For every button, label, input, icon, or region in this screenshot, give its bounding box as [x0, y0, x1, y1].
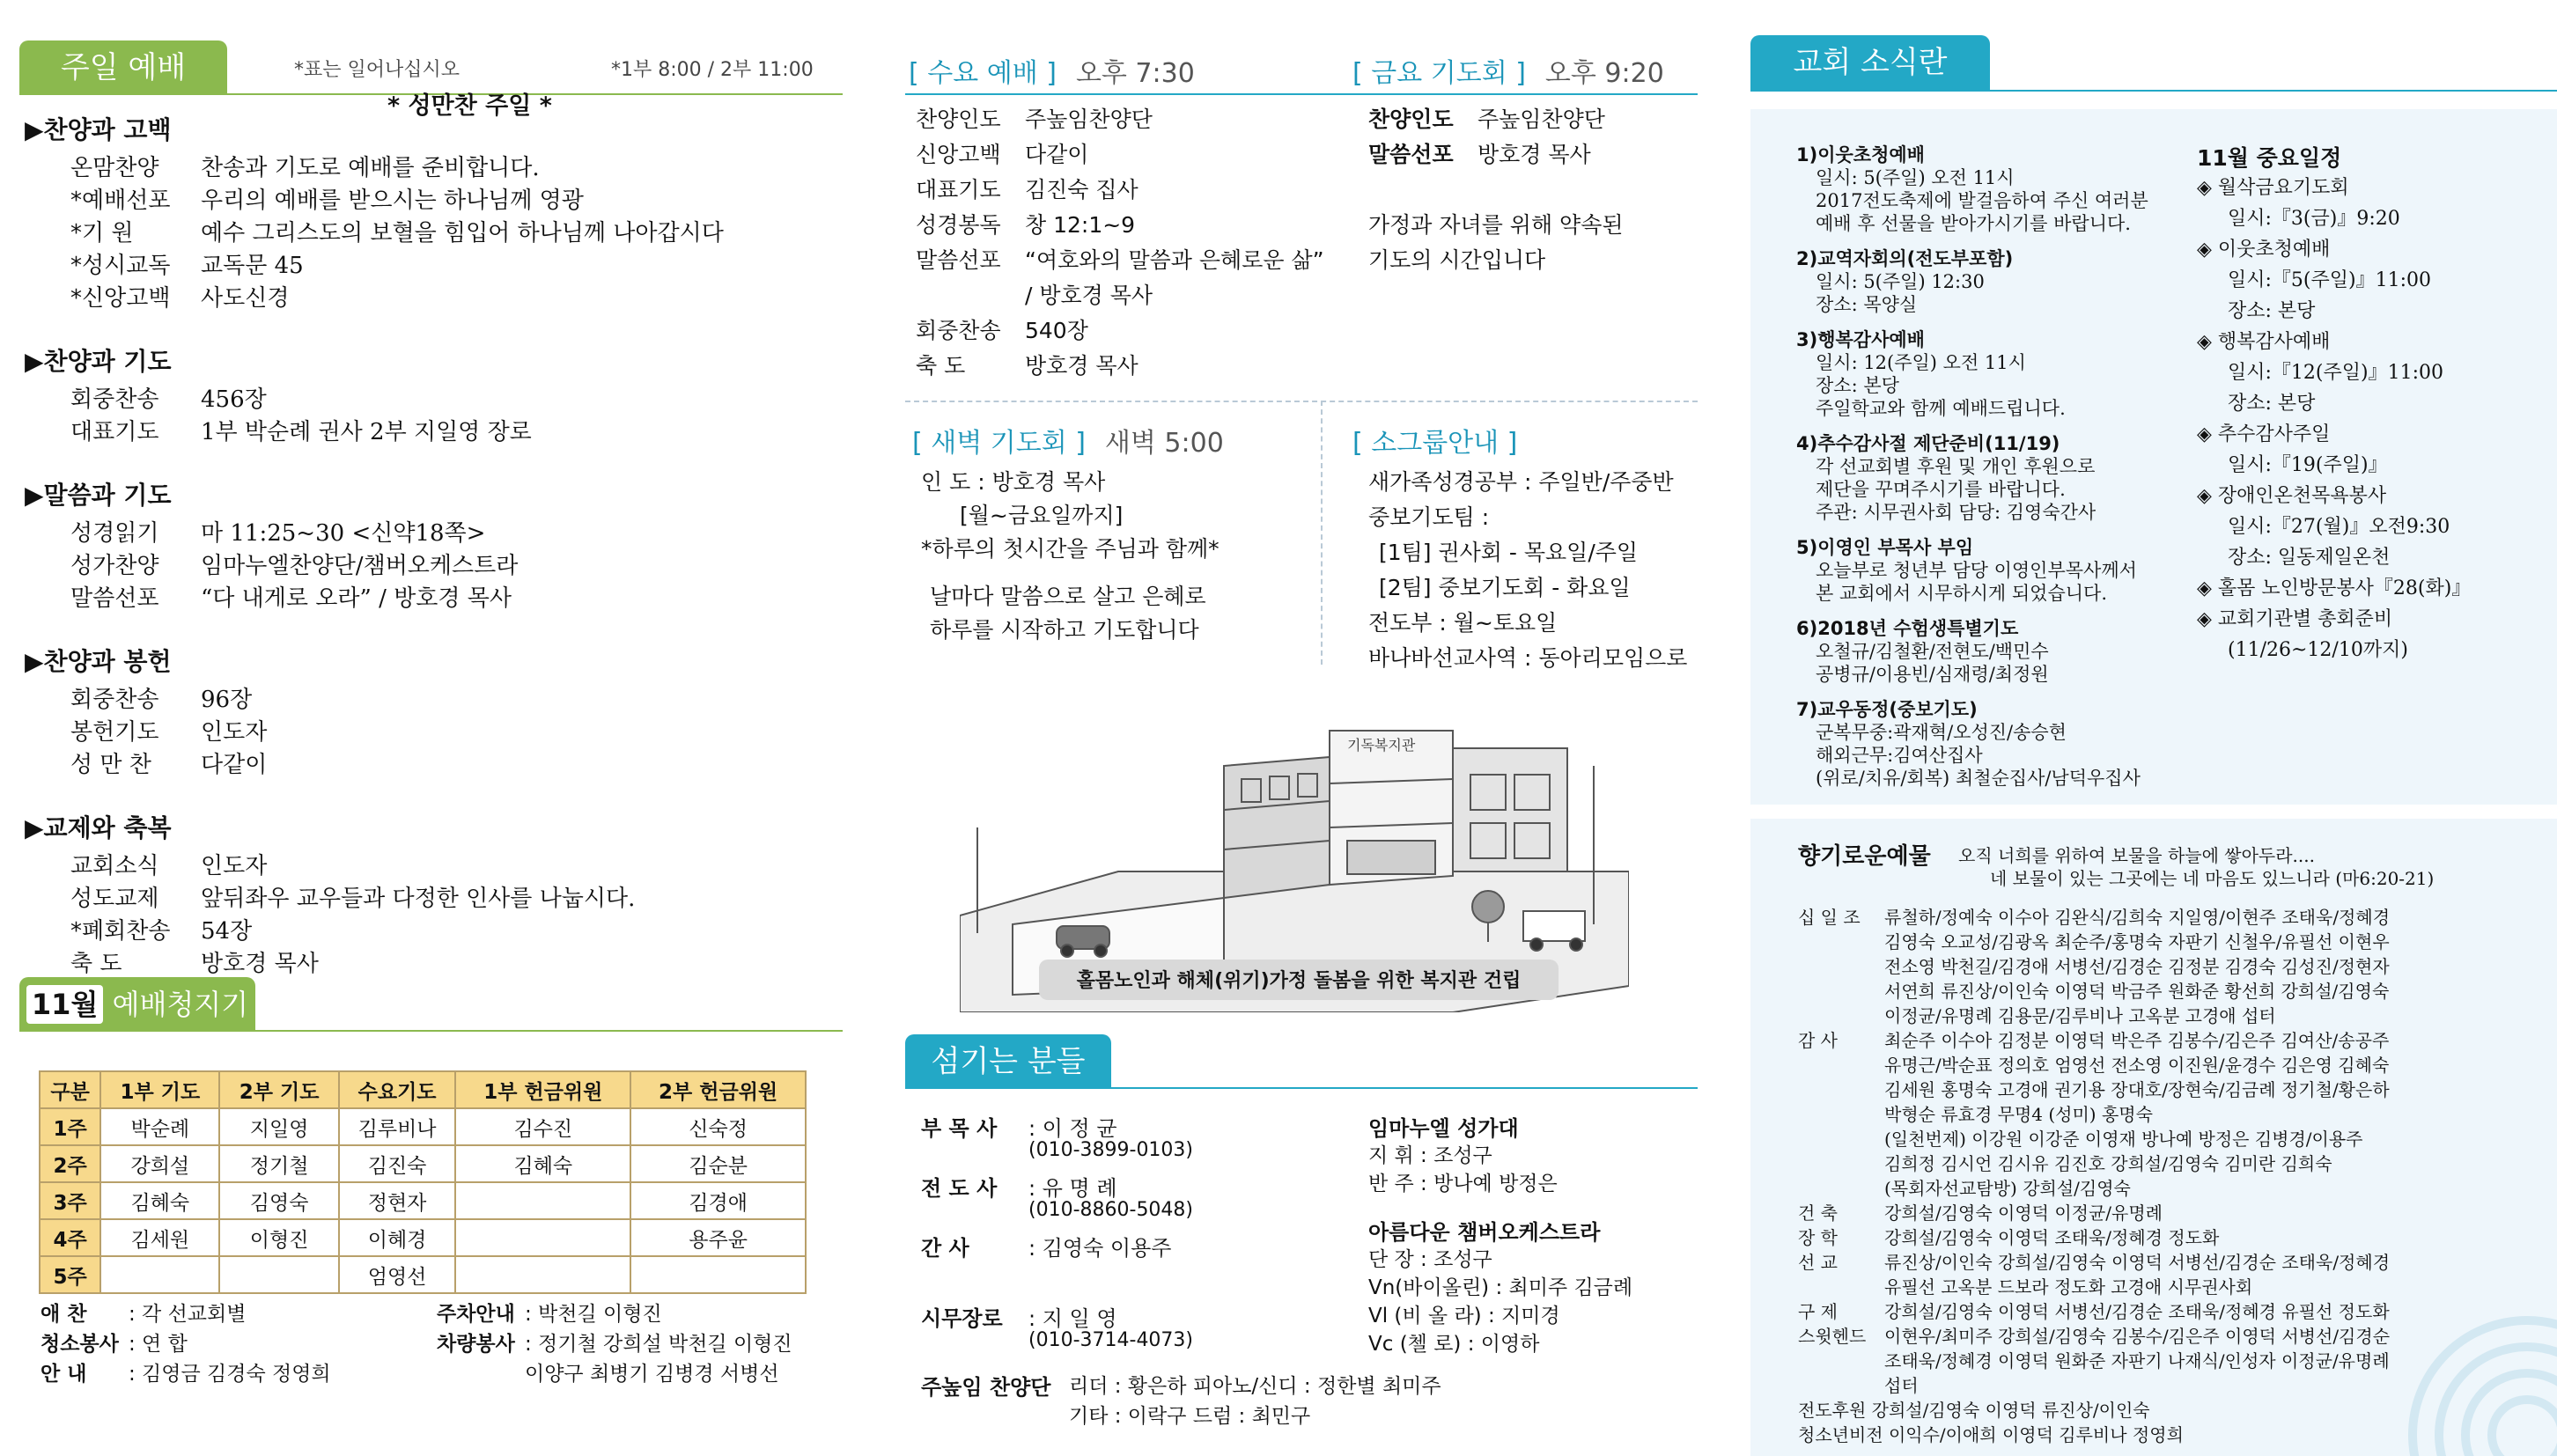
footer-row — [41, 1327, 188, 1357]
order-row — [70, 880, 635, 913]
news-line: 제단을 꾸며주시기를 바랍니다. — [1816, 479, 2066, 500]
choir1-line: 반 주 : 방나예 방정은 — [1368, 1173, 1558, 1195]
order-row — [70, 714, 267, 746]
choir2-title: 아름다운 챔버오케스트라 — [1368, 1220, 1601, 1245]
order-value: 456장 — [201, 386, 267, 413]
fri-note: 가정과 자녀를 위해 약속된 — [1368, 212, 1624, 238]
offering-line: 이정균/유명례 김용문/김루비나 고옥분 고경애 섭터 — [1884, 1005, 2276, 1026]
mid-vdivider — [1321, 401, 1323, 665]
section-title: ▶교제와 축복 — [25, 813, 172, 842]
offering-line: 조태욱/정혜경 이영덕 원화준 자판기 나재식/인성자 이정균/유명례 — [1884, 1350, 2390, 1371]
staff-row — [921, 1171, 1117, 1202]
news-line: (위로/치유/회복) 최철순집사/남덕우집사 — [1816, 768, 2141, 789]
duty-cell: 정현자 — [339, 1182, 456, 1219]
wed-value: 김진숙 집사 — [1025, 177, 1138, 202]
duty-cell: 김순분 — [630, 1145, 806, 1182]
news-line: 2017전도축제에 발걸음하여 주신 여러분 — [1816, 190, 2148, 211]
order-value: 사도신경 — [201, 285, 290, 312]
duty-cell — [455, 1256, 630, 1293]
news-line: 장소: 본당 — [1816, 375, 1899, 396]
staff-tab: 섬기는 분들 — [905, 1034, 1111, 1089]
staff-phone: (010-3899-0103) — [1028, 1139, 1194, 1161]
dawn-line: 인 도 : 방호경 목사 — [921, 469, 1106, 495]
offering-line: 전소영 박천길/김경애 서병선/김경순 김정분 김경숙 김성진/정현자 — [1884, 956, 2390, 977]
wed-label: 대표기도 — [916, 177, 1001, 202]
wed-value: 방호경 목사 — [1025, 353, 1138, 379]
duty-cell: 김세원 — [100, 1219, 219, 1256]
footer-value: : 연 합 — [129, 1333, 188, 1356]
wed-row — [916, 349, 1138, 380]
news-heading: 1)이웃초청예배 — [1796, 144, 1925, 165]
duty-cell: 용주윤 — [630, 1219, 806, 1256]
wed-label: 말씀선포 — [916, 247, 1001, 273]
staff-row — [921, 1111, 1117, 1142]
order-label: 성도교제 — [70, 886, 159, 912]
news-line: 주일학교와 함께 예배드립니다. — [1816, 398, 2066, 419]
order-value: 인도자 — [201, 853, 268, 879]
duty-week-label: 1주 — [40, 1108, 100, 1145]
wed-label: 성경봉독 — [916, 212, 1001, 238]
schedule-heading: ◈ 홀몸 노인방문봉사『28(화)』 — [2197, 577, 2472, 599]
wed-service-time: 오후 7:30 — [1075, 58, 1195, 89]
duty-row — [40, 1182, 806, 1219]
schedule-line: 장소: 일동제일온천 — [2228, 547, 2391, 569]
news-line: 장소: 목양실 — [1816, 294, 1918, 315]
news-heading: 6)2018년 수험생특별기도 — [1796, 618, 2019, 639]
stand-note: *표는 일어나십시오 — [294, 59, 461, 81]
duty-row — [40, 1256, 806, 1293]
order-label: 성 만 찬 — [70, 752, 151, 778]
schedule-heading: ◈ 교회기관별 총회준비 — [2197, 608, 2393, 630]
fri-row — [1368, 102, 1605, 134]
news-line: 일시: 12(주일) 오전 11시 — [1816, 352, 2026, 373]
staff-role: 간 사 — [921, 1236, 969, 1261]
staff-name: : 이 정 균 — [1028, 1116, 1117, 1141]
order-label: 성경읽기 — [70, 520, 159, 547]
duty-col-header: 2부 기도 — [219, 1071, 338, 1108]
wed-row — [916, 102, 1153, 134]
wed-service-label: [ 수요 예배 ] — [909, 58, 1057, 89]
schedule-line: 장소: 본당 — [2228, 300, 2316, 322]
offering-line: (일천번제) 이강원 이강준 이영재 방나예 방정은 김병경/이용주 — [1884, 1129, 2363, 1150]
fri-prayer-label: [ 금요 기도회 ] — [1352, 58, 1526, 89]
order-value: 다같이 — [201, 752, 268, 778]
offering-category: 장 학 — [1798, 1227, 1838, 1248]
schedule-line: 일시:『19(주일)』 — [2228, 454, 2388, 476]
footer-value: : 각 선교회별 — [129, 1303, 247, 1326]
schedule-line: 일시:『27(월)』오전9:30 — [2228, 516, 2450, 538]
dawn-prayer-time: 새벽 5:00 — [1104, 428, 1224, 459]
order-row — [70, 150, 540, 182]
news-line: 공병규/이용빈/심재령/최정원 — [1816, 664, 2049, 685]
news-heading: 3)행복감사예배 — [1796, 329, 1925, 350]
order-value: 찬송과 기도로 예배를 준비합니다. — [201, 155, 540, 181]
duty-row — [40, 1108, 806, 1145]
order-row — [70, 746, 267, 779]
duty-cell: 김경애 — [630, 1182, 806, 1219]
footer-value: : 박천길 이형진 — [525, 1303, 662, 1326]
schedule-line: 장소: 본당 — [2228, 393, 2316, 415]
footer-label: 차량봉사 — [437, 1333, 515, 1356]
offering-category: 십 일 조 — [1798, 907, 1861, 928]
order-row — [70, 548, 518, 580]
order-row — [70, 182, 584, 215]
footer-label: 청소봉사 — [41, 1333, 119, 1356]
section-title: ▶찬양과 봉헌 — [25, 647, 172, 676]
offering-line: 김세원 홍명숙 고경애 권기용 장대호/장현숙/김금례 정기철/황은하 — [1884, 1079, 2390, 1100]
offering-line: 이현우/최미주 강희설/김영숙 김봉수/김은주 이영덕 서병선/김경순 — [1884, 1326, 2391, 1347]
duty-row — [40, 1219, 806, 1256]
fri-prayer-time: 오후 9:20 — [1544, 58, 1664, 89]
image-caption: 홀몸노인과 해체(위기)가정 돌봄을 위한 복지관 건립 — [1076, 970, 1522, 992]
schedule-heading: ◈ 이웃초청예배 — [2197, 239, 2331, 261]
footer-value: : 정기철 강희설 박천길 이형진 — [525, 1333, 792, 1356]
fri-note: 기도의 시간입니다 — [1368, 247, 1546, 273]
staff-phone: (010-3714-4073) — [1028, 1329, 1194, 1351]
offering-line: 강희설/김영숙 이영덕 이정균/유명례 — [1884, 1202, 2163, 1224]
offering-category: 선 교 — [1798, 1252, 1838, 1273]
sunday-title: * 성만찬 주일 * — [387, 92, 552, 120]
duty-week-label: 5주 — [40, 1256, 100, 1293]
praise-line: 기타 : 이락구 드럼 : 최민구 — [1069, 1405, 1311, 1428]
order-row — [70, 515, 485, 548]
schedule-line: 일시:『12(주일)』11:00 — [2228, 362, 2443, 384]
wed-label: 축 도 — [916, 353, 966, 379]
offering-line: 서연희 류진상/이인숙 이영덕 박금주 원화준 황선희 강희설/김영숙 — [1884, 981, 2390, 1002]
offering-category: 스윗헨드 — [1798, 1326, 1867, 1347]
order-row — [70, 913, 252, 945]
footer-label: 애 찬 — [41, 1303, 87, 1326]
staff-row — [921, 1301, 1117, 1332]
wed-value: “여호와의 말씀과 은혜로운 삶” — [1025, 247, 1324, 273]
duty-cell: 김진숙 — [339, 1145, 456, 1182]
duty-cell: 김혜숙 — [455, 1145, 630, 1182]
order-label: 교회소식 — [70, 853, 159, 879]
offering-line: 류철하/정예숙 이수아 김완식/김희숙 지일영/이현주 조태욱/정혜경 — [1884, 907, 2391, 928]
duty-tab-title: 예배청지기 — [112, 988, 249, 1021]
offering-line: 전도후원 강희설/김영숙 이영덕 류진상/이인숙 — [1798, 1400, 2150, 1421]
duty-cell — [219, 1256, 338, 1293]
group-line: 전도부 : 월~토요일 — [1368, 610, 1558, 636]
section-title: ▶찬양과 기도 — [25, 347, 172, 376]
order-row — [70, 414, 532, 446]
schedule-heading: ◈ 월삭금요기도회 — [2197, 177, 2349, 199]
wed-value: 540장 — [1025, 318, 1088, 343]
duty-cell — [100, 1256, 219, 1293]
duty-col-header: 구분 — [40, 1071, 100, 1108]
footer-row — [41, 1357, 331, 1386]
time-note: *1부 8:00 / 2부 11:00 — [611, 59, 814, 81]
staff-name: : 지 일 영 — [1028, 1306, 1117, 1331]
order-label: *성시교독 — [70, 253, 171, 279]
dawn-prayer-label: [ 새벽 기도회 ] — [912, 428, 1086, 459]
staff-role: 부 목 사 — [921, 1116, 998, 1141]
order-label: 대표기도 — [70, 419, 159, 445]
offering-line: 유필선 고옥분 드보라 정도화 고경애 시무권사회 — [1884, 1276, 2253, 1298]
footer-row — [41, 1298, 246, 1327]
dawn-line: 하루를 시작하고 기도합니다 — [930, 617, 1199, 643]
wed-label: 회중찬송 — [916, 318, 1001, 343]
schedule-line: 일시:『3(금)』9:20 — [2228, 208, 2400, 230]
offering-line: 최순주 이수아 김정분 이영덕 박은주 김봉수/김은주 김여산/송공주 — [1884, 1030, 2390, 1051]
news-line: 오늘부로 청년부 담당 이영인부목사께서 — [1816, 560, 2137, 581]
order-value: 96장 — [201, 687, 253, 713]
offering-line: 강희설/김영숙 이영덕 서병선/김경순 조태욱/정혜경 유필선 정도화 — [1884, 1301, 2390, 1322]
duty-cell — [455, 1219, 630, 1256]
duty-cell: 지일영 — [219, 1108, 338, 1145]
worship-tab: 주일 예배 — [19, 40, 227, 95]
offering-category: 건 축 — [1798, 1202, 1838, 1224]
order-row — [70, 215, 724, 247]
order-value: 임마누엘찬양단/챔버오케스트라 — [201, 553, 519, 579]
duty-cell — [630, 1256, 806, 1293]
dawn-line: *하루의 첫시간을 주님과 함께* — [921, 536, 1220, 562]
order-label: *기 원 — [70, 220, 134, 246]
duty-week-label: 3주 — [40, 1182, 100, 1219]
order-row — [70, 280, 289, 313]
duty-cell: 신숙정 — [630, 1108, 806, 1145]
offering-verse-1: 오직 너희를 위하여 보물을 하늘에 쌓아두라.... — [1958, 845, 2315, 866]
offering-line: (목회자선교탐방) 강희설/김영숙 — [1884, 1178, 2131, 1199]
group-line: 새가족성경공부 : 주일반/주중반 — [1368, 469, 1674, 495]
news-heading: 4)추수감사절 제단준비(11/19) — [1796, 433, 2060, 454]
choir2-line: 단 장 : 조성구 — [1368, 1248, 1492, 1271]
duty-col-header: 1부 헌금위원 — [455, 1071, 630, 1108]
offering-line: 김희정 김시언 김시유 김진호 강희설/김영숙 김미란 김희숙 — [1884, 1153, 2332, 1174]
wed-row — [916, 208, 1135, 239]
duty-cell: 엄영선 — [339, 1256, 456, 1293]
building-sign: 기독복지관 — [1347, 737, 1416, 754]
fri-value: 주높임찬양단 — [1477, 107, 1605, 132]
news-heading: 7)교우동정(중보기도) — [1796, 699, 1978, 720]
schedule-heading: ◈ 행복감사예배 — [2197, 331, 2331, 353]
section-title: ▶찬양과 고백 — [25, 115, 172, 144]
duty-cell: 김영숙 — [219, 1182, 338, 1219]
news-line: 군복무중:곽재혁/오성진/송승현 — [1816, 722, 2067, 743]
choir1-line: 지 휘 : 조성구 — [1368, 1144, 1492, 1167]
wed-row — [916, 278, 1153, 310]
duty-cell: 이형진 — [219, 1219, 338, 1256]
order-value: 예수 그리스도의 보혈을 힘입어 하나님께 나아갑시다 — [201, 220, 724, 246]
duty-week-label: 2주 — [40, 1145, 100, 1182]
footer-row — [437, 1298, 662, 1327]
news-tab-rule — [1750, 90, 2557, 92]
fri-label: 찬양인도 — [1368, 107, 1454, 132]
order-label: *예배선포 — [70, 188, 171, 214]
order-value: 인도자 — [201, 719, 268, 746]
news-line: 해외근무:김여산집사 — [1816, 745, 1983, 766]
wed-value: 주높임찬양단 — [1025, 107, 1153, 132]
duty-col-header: 1부 기도 — [100, 1071, 219, 1108]
staff-name: : 유 명 례 — [1028, 1176, 1117, 1201]
duty-cell: 김루비나 — [339, 1108, 456, 1145]
duty-tab — [19, 977, 255, 1032]
fri-label: 말씀선포 — [1368, 142, 1454, 167]
order-value: 우리의 예배를 받으시는 하나님께 영광 — [201, 188, 584, 214]
news-line: 본 교회에서 시무하시게 되었습니다. — [1816, 583, 2107, 604]
wed-row — [916, 313, 1088, 345]
news-heading: 2)교역자회의(전도부포함) — [1796, 248, 2014, 269]
staff-tab-rule — [905, 1087, 1698, 1089]
group-line: [2팀] 중보기도회 - 화요일 — [1379, 575, 1631, 600]
order-label: *신앙고백 — [70, 285, 171, 312]
duty-week-label: 4주 — [40, 1219, 100, 1256]
offering-line: 유명근/박순표 정의호 엄영선 전소영 이진원/윤경수 김은영 김혜숙 — [1884, 1055, 2390, 1076]
fri-prayer-header — [1352, 51, 1664, 90]
group-line: 바나바선교사역 : 동아리모임으로 — [1368, 645, 1688, 671]
fri-value: 방호경 목사 — [1477, 142, 1591, 167]
order-label: 온맘찬양 — [70, 155, 159, 181]
footer-value: : 김영금 김경숙 정영희 — [129, 1363, 331, 1386]
dawn-line: 날마다 말씀으로 살고 은혜로 — [930, 584, 1206, 609]
schedule-heading: ◈ 추수감사주일 — [2197, 423, 2331, 445]
offering-line: 김영숙 오교성/김광옥 최순주/홍명숙 자판기 신철우/유필선 이현우 — [1884, 931, 2390, 952]
order-label: 회중찬송 — [70, 687, 159, 713]
duty-cell: 김혜숙 — [100, 1182, 219, 1219]
order-row — [70, 681, 252, 714]
footer-row — [437, 1357, 779, 1386]
fri-row — [1368, 137, 1591, 169]
staff-phone: (010-8860-5048) — [1028, 1199, 1194, 1221]
offering-line: 류진상/이인숙 강희설/김영숙 이영덕 서병선/김경순 조태욱/정혜경 — [1884, 1252, 2391, 1273]
order-value: 1부 박순례 권사 2부 지일영 장로 — [201, 419, 532, 445]
footer-value: 이양구 최병기 김병경 서병선 — [525, 1363, 779, 1386]
wed-value: 창 12:1~9 — [1025, 212, 1136, 238]
wed-row — [916, 243, 1324, 275]
news-tab: 교회 소식란 — [1750, 35, 1990, 90]
news-line: 오철규/김철환/전현도/백민수 — [1816, 641, 2049, 662]
order-label: 축 도 — [70, 951, 122, 977]
choir2-line: Vl (비 올 라) : 지미경 — [1368, 1305, 1560, 1327]
offering-line: 섭터 — [1884, 1375, 1919, 1396]
order-value: 앞뒤좌우 교우들과 다정한 인사를 나눕시다. — [201, 886, 636, 912]
staff-name: : 김영숙 이용주 — [1028, 1236, 1172, 1261]
news-heading: 5)이영인 부목사 부임 — [1796, 537, 1974, 558]
choir2-line: Vn(바이올린) : 최미주 김금례 — [1368, 1276, 1633, 1299]
duty-cell: 김수진 — [455, 1108, 630, 1145]
order-value: 54장 — [201, 918, 253, 945]
order-label: 성가찬양 — [70, 553, 159, 579]
staff-row — [921, 1231, 1171, 1261]
choir1-title: 임마누엘 성가대 — [1368, 1116, 1519, 1141]
offering-title: 향기로운예물 — [1798, 843, 1931, 870]
footer-row — [437, 1327, 792, 1357]
wed-value: 다같이 — [1025, 142, 1089, 167]
schedule-line: (11/26~12/10까지) — [2228, 639, 2408, 661]
dawn-line: [월~금요일까지] — [960, 503, 1124, 528]
order-row — [70, 945, 319, 978]
praise-line: 리더 : 황은하 피아노/신디 : 정한별 최미주 — [1069, 1375, 1441, 1398]
offering-category: 구 제 — [1798, 1301, 1838, 1322]
mid-divider — [905, 401, 1698, 402]
offering-line: 청소년비전 이익수/이애희 이영덕 김루비나 정영희 — [1798, 1424, 2184, 1445]
order-label: 봉헌기도 — [70, 719, 159, 746]
offering-category: 감 사 — [1798, 1030, 1838, 1051]
news-line: 주관: 시무권사회 담당: 김영숙간사 — [1816, 502, 2096, 523]
wed-label: 찬양인도 — [916, 107, 1001, 132]
duty-cell — [455, 1182, 630, 1219]
duty-cell: 박순례 — [100, 1108, 219, 1145]
welfare-building-illustration — [960, 695, 1629, 1012]
wed-value: / 방호경 목사 — [1025, 283, 1153, 308]
dawn-prayer-header — [912, 421, 1224, 460]
footer-label: 안 내 — [41, 1363, 87, 1386]
order-label: 말씀선포 — [70, 585, 159, 612]
order-value: 교독문 45 — [201, 253, 304, 279]
staff-role: 시무장로 — [921, 1306, 1003, 1331]
order-value: 방호경 목사 — [201, 951, 319, 977]
wed-row — [916, 173, 1138, 204]
order-row — [70, 848, 267, 880]
duty-table — [39, 1070, 807, 1294]
order-row — [70, 381, 267, 414]
order-label: 회중찬송 — [70, 386, 159, 413]
offering-verse-2: 네 보물이 있는 그곳에는 네 마음도 있느니라 (마6:20-21) — [1990, 868, 2435, 889]
order-row — [70, 247, 304, 280]
wed-row — [916, 137, 1088, 169]
offering-line: 박형순 류효경 무명4 (성미) 홍명숙 — [1884, 1104, 2153, 1125]
staff-role: 전 도 사 — [921, 1176, 998, 1201]
duty-cell: 정기철 — [219, 1145, 338, 1182]
news-line: 일시: 5(주일) 12:30 — [1816, 271, 1985, 292]
news-line: 일시: 5(주일) 오전 11시 — [1816, 167, 2015, 188]
section-title: ▶말씀과 기도 — [25, 481, 172, 510]
news-line: 각 선교회별 후원 및 개인 후원으로 — [1816, 456, 2096, 477]
footer-label: 주차안내 — [437, 1303, 515, 1326]
order-row — [70, 580, 512, 613]
duty-col-header: 2부 헌금위원 — [630, 1071, 806, 1108]
order-value: “다 내게로 오라” / 방호경 목사 — [201, 585, 512, 612]
order-value: 마 11:25~30 <신약18쪽> — [201, 520, 486, 547]
group-line: 중보기도팀 : — [1368, 504, 1490, 530]
wed-label: 신앙고백 — [916, 142, 1001, 167]
duty-col-header: 수요기도 — [339, 1071, 456, 1108]
choir2-line: Vc (첼 로) : 이영하 — [1368, 1333, 1540, 1356]
offering-line: 강희설/김영숙 이영덕 조태욱/정혜경 정도화 — [1884, 1227, 2220, 1248]
news-line: 예배 후 선물을 받아가시기를 바랍니다. — [1816, 213, 2131, 234]
small-group-header — [1352, 421, 1517, 460]
group-line: [1팀] 권사회 - 목요일/주일 — [1379, 540, 1639, 565]
duty-cell: 강희설 — [100, 1145, 219, 1182]
schedule-heading: ◈ 장애인온천목욕봉사 — [2197, 485, 2387, 507]
duty-tab-rule — [19, 1030, 843, 1032]
duty-row — [40, 1145, 806, 1182]
schedule-title: 11월 중요일정 — [2197, 145, 2342, 171]
duty-tab-month: 11월 — [26, 985, 103, 1024]
mid-top-rule — [905, 93, 1698, 95]
duty-cell: 이혜경 — [339, 1219, 456, 1256]
wed-service-header — [909, 51, 1195, 90]
schedule-line: 일시:『5(주일)』11:00 — [2228, 269, 2431, 291]
small-group-label: [ 소그룹안내 ] — [1352, 428, 1518, 459]
order-label: *폐회찬송 — [70, 918, 171, 945]
praise-title: 주높임 찬양단 — [921, 1375, 1051, 1400]
